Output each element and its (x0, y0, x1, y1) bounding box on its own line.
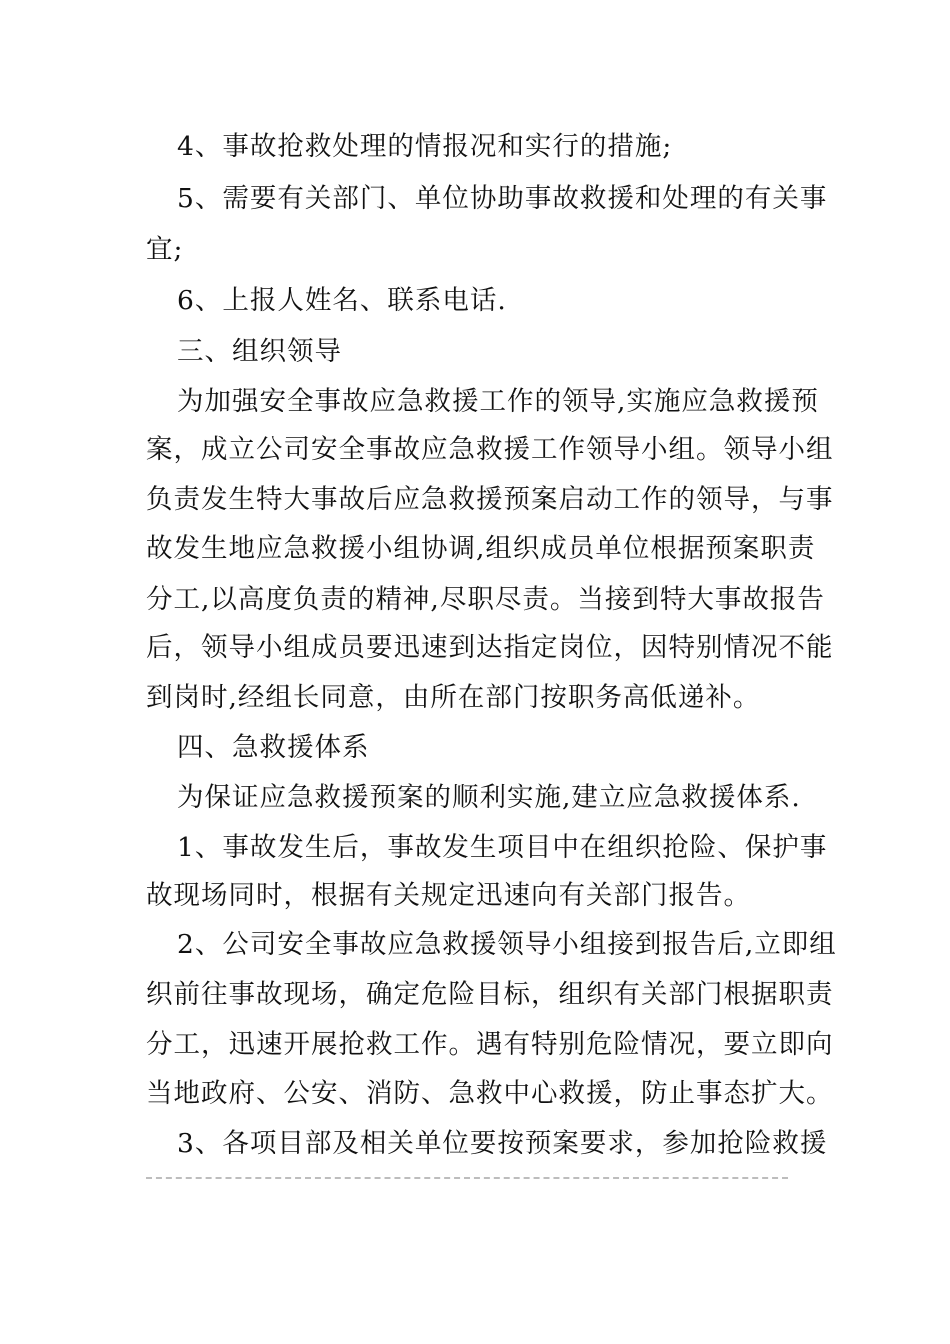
text-line: 3、各项目部及相关单位要按预案要求，参加抢险救援 (177, 1128, 828, 1159)
text-line: 4、事故抢救处理的情报况和实行的措施; (177, 131, 673, 162)
section-heading: 四、急救援体系 (177, 732, 370, 763)
section-heading: 三、组织领导 (177, 336, 342, 367)
text-line: 宜; (146, 234, 184, 265)
text-line: 负责发生特大事故后应急救援预案启动工作的领导，与事 (146, 484, 834, 515)
text-line: 当地政府、公安、消防、急救中心救援，防止事态扩大。 (146, 1078, 834, 1109)
text-line: 后，领导小组成员要迅速到达指定岗位，因特别情况不能 (146, 632, 834, 663)
text-line: 分工，迅速开展抢救工作。遇有特别危险情况，要立即向 (146, 1029, 834, 1060)
text-line: 故发生地应急救援小组协调,组织成员单位根据预案职责 (146, 533, 816, 564)
text-line: 2、公司安全事故应急救援领导小组接到报告后,立即组 (177, 929, 837, 960)
text-line: 到岗时,经组长同意，由所在部门按职务高低递补。 (146, 682, 761, 713)
text-line: 为加强安全事故应急救援工作的领导,实施应急救援预 (177, 386, 819, 417)
text-line: 案，成立公司安全事故应急救援工作领导小组。领导小组 (146, 434, 834, 465)
text-line: 分工,以高度负责的精神,尽职尽责。当接到特大事故报告 (146, 584, 825, 615)
page-divider (146, 1177, 788, 1179)
text-line: 故现场同时，根据有关规定迅速向有关部门报告。 (146, 880, 751, 911)
text-line: 织前往事故现场，确定危险目标，组织有关部门根据职责 (146, 979, 834, 1010)
text-line: 为保证应急救援预案的顺利实施,建立应急救援体系. (177, 782, 801, 813)
text-line: 1、事故发生后，事故发生项目中在组织抢险、保护事 (177, 832, 828, 863)
text-line: 6、上报人姓名、联系电话. (177, 285, 507, 316)
text-line: 5、需要有关部门、单位协助事故救援和处理的有关事 (177, 183, 828, 214)
